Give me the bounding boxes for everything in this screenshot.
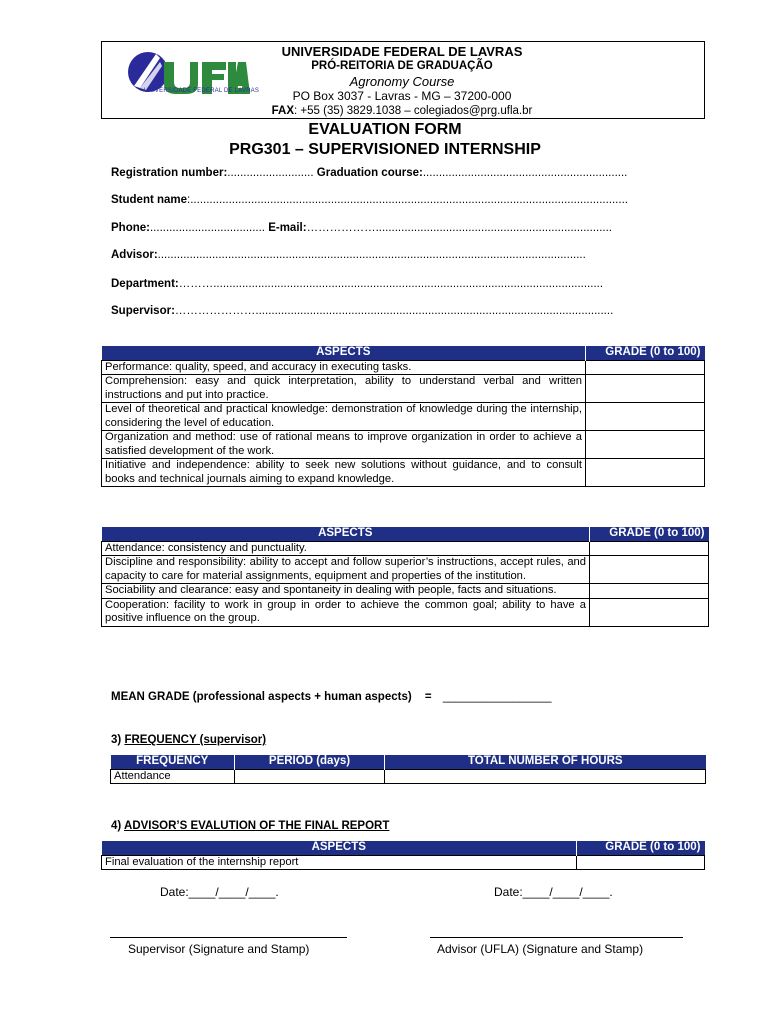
aspect-text: Organization and method: use of rational means to improve organization in order to achieve a satisfied development of the work.: [102, 431, 586, 459]
letterhead: [101, 41, 705, 119]
aspect-text: Initiative and independence: ability to seek new solutions without guidance, and to consult books and technical journals aiming to expand knowledge.: [102, 459, 586, 487]
po-box: PO Box 3037 - Lavras - MG – 37200-000: [292, 89, 512, 103]
advisor-signature-label: Advisor (UFLA) (Signature and Stamp): [437, 942, 644, 956]
supervisor-field[interactable]: …………………................................................................................................................: [174, 305, 614, 317]
frequency-header: FREQUENCY: [111, 755, 235, 769]
table-header-row: [111, 755, 706, 769]
course-name: Agronomy Course: [349, 74, 455, 89]
logo-caption: UNIVERSIDADE FEDERAL DE LAVRAS: [144, 88, 260, 94]
table-row: [102, 403, 705, 431]
mean-grade-field[interactable]: _________________: [442, 691, 552, 703]
email-label: E-mail:: [265, 222, 307, 234]
registration-field[interactable]: ...........................: [227, 167, 314, 179]
student-label: Student name: [111, 194, 188, 206]
registration-row: [111, 167, 627, 179]
contact-row: [111, 222, 612, 234]
advisor-signature-line[interactable]: [430, 937, 683, 938]
table-row: [111, 769, 706, 784]
supervisor-signature-label: Supervisor (Signature and Stamp): [128, 942, 310, 956]
grade-cell[interactable]: [586, 360, 705, 375]
grade-header: GRADE (0 to 100): [577, 841, 705, 855]
section-number: 4): [111, 820, 122, 832]
advisor-eval-table: [101, 841, 705, 870]
professional-aspects-table: [101, 346, 705, 487]
supervisor-signature-line[interactable]: [110, 937, 347, 938]
table-row: [102, 598, 709, 626]
aspect-text: Level of theoretical and practical knowledge: demonstration of knowledge during the internship, considering the level of education.: [102, 403, 586, 431]
phone-label: Phone:: [111, 222, 150, 234]
aspect-text: Comprehension: easy and quick interpretation, ability to understand verbal and written instructions and put into practice.: [102, 375, 586, 403]
total-hours-header: TOTAL NUMBER OF HOURS: [385, 755, 706, 769]
table-row: [102, 375, 705, 403]
advisor-date-field[interactable]: Date:____/____/____.: [494, 885, 613, 899]
final-report-label: Final evaluation of the internship report: [102, 855, 577, 870]
table-row: [102, 360, 705, 375]
aspect-text: Cooperation: facility to work in group in order to achieve the common goal; ability to have a positive influence on the group.: [102, 598, 590, 626]
grade-cell[interactable]: [577, 855, 705, 870]
table-header-row: [102, 841, 705, 855]
supervisor-row: [111, 305, 613, 317]
grade-cell[interactable]: [590, 556, 709, 584]
graduation-field[interactable]: ................................................................: [422, 167, 628, 179]
attendance-label: Attendance: [111, 769, 235, 784]
fax-value: : +55 (35) 3829.1038 – colegiados@prg.ufla.br: [294, 105, 533, 117]
section-number: 3): [111, 734, 122, 746]
aspect-text: Discipline and responsibility: ability to accept and follow superior’s instructions, accept rules, and capacity to care for material assignments, equipment and properties of the institution.: [102, 556, 590, 584]
grade-cell[interactable]: [586, 403, 705, 431]
section-title: FREQUENCY (supervisor): [124, 734, 267, 746]
mean-grade-label: MEAN GRADE (professional aspects + human aspects): [111, 691, 412, 703]
fax-line: [232, 104, 572, 119]
grade-cell[interactable]: [586, 459, 705, 487]
form-title: EVALUATION FORM: [308, 121, 462, 138]
aspects-header: ASPECTS: [102, 841, 577, 855]
department-field[interactable]: ………..........................................................................................................................: [178, 278, 604, 290]
frequency-heading: [111, 734, 266, 746]
student-name-field[interactable]: :.........................................................................................................................................: [187, 194, 628, 206]
table-row: [102, 855, 705, 870]
aspect-text: Performance: quality, speed, and accuracy in executing tasks.: [102, 360, 586, 375]
mean-grade-row: [111, 691, 552, 703]
grade-cell[interactable]: [586, 431, 705, 459]
graduation-label: Graduation course:: [313, 167, 423, 179]
period-header: PERIOD (days): [235, 755, 385, 769]
pro-rectory: PRÓ-REITORIA DE GRADUAÇÃO: [311, 60, 493, 72]
grade-header: GRADE (0 to 100): [586, 346, 705, 360]
total-hours-cell[interactable]: [385, 769, 706, 784]
table-header-row: [102, 346, 705, 360]
student-row: [111, 194, 628, 206]
table-header-row: [102, 527, 709, 541]
aspect-text: Attendance: consistency and punctuality.: [102, 541, 590, 556]
supervisor-label: Supervisor:: [111, 305, 175, 317]
fax-label: FAX: [271, 105, 295, 117]
aspects-header: ASPECTS: [102, 346, 586, 360]
aspect-text: Sociability and clearance: easy and spontaneity in dealing with people, facts and situations.: [102, 584, 590, 599]
mean-grade-equals: =: [424, 691, 432, 703]
table-row: [102, 584, 709, 599]
registration-label: Registration number:: [111, 167, 228, 179]
phone-field[interactable]: ....................................: [149, 222, 266, 234]
table-row: [102, 431, 705, 459]
advisor-row: [111, 249, 586, 261]
table-row: [102, 556, 709, 584]
supervisor-date-field[interactable]: Date:____/____/____.: [160, 885, 279, 899]
grade-cell[interactable]: [586, 375, 705, 403]
grade-cell[interactable]: [590, 598, 709, 626]
table-row: [102, 459, 705, 487]
department-row: [111, 278, 603, 290]
letterhead-text: [232, 44, 572, 119]
grade-cell[interactable]: [590, 541, 709, 556]
department-label: Department:: [111, 278, 179, 290]
human-aspects-table: [101, 527, 709, 627]
university-name: UNIVERSIDADE FEDERAL DE LAVRAS: [281, 44, 523, 59]
table-row: [102, 541, 709, 556]
period-cell[interactable]: [235, 769, 385, 784]
advisor-field[interactable]: ......................................................................................................................................: [157, 249, 586, 261]
email-field[interactable]: ………………..........................................................................: [306, 222, 612, 234]
frequency-table: [110, 755, 706, 784]
aspects-header: ASPECTS: [102, 527, 590, 541]
section-title: ADVISOR’S EVALUTION OF THE FINAL REPORT: [124, 820, 390, 832]
grade-header: GRADE (0 to 100): [590, 527, 709, 541]
grade-cell[interactable]: [590, 584, 709, 599]
advisor-label: Advisor:: [111, 249, 158, 261]
advisor-eval-heading: [111, 820, 389, 832]
form-subtitle: PRG301 – SUPERVISIONED INTERNSHIP: [229, 141, 541, 158]
